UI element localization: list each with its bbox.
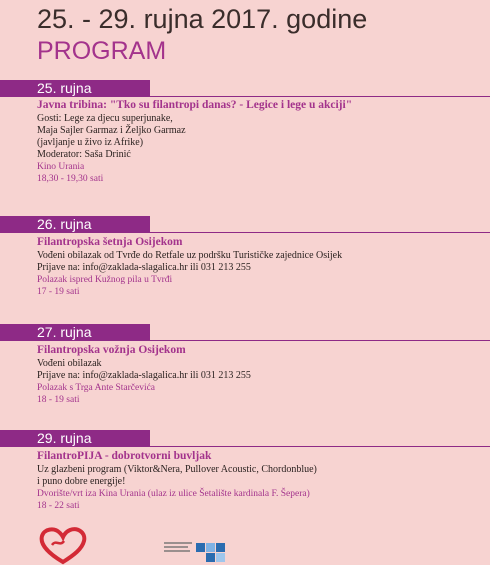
day-band xyxy=(0,324,150,341)
event-line: Uz glazbeni program (Viktor&Nera, Pullover Acoustic, Chordonblue) xyxy=(37,464,317,475)
event-line: (javljanje u živo iz Afrike) xyxy=(37,137,144,148)
event-title: Filantropska vožnja Osijekom xyxy=(37,344,186,356)
day-band xyxy=(0,430,150,447)
event-line: Gosti: Lege za djecu superjunake, xyxy=(37,113,173,124)
event-line: Prijave na: info@zaklada-slagalica.hr ili 031 213 255 xyxy=(37,262,251,273)
event-title: FilantroPIJA - dobrotvorni buvljak xyxy=(37,450,212,462)
day-label: 29. rujna xyxy=(37,430,92,446)
day-label: 25. rujna xyxy=(37,80,92,96)
event-title: Filantropska šetnja Osijekom xyxy=(37,236,183,248)
event-place: Kino Urania xyxy=(37,162,85,172)
program-section xyxy=(37,449,484,512)
program-heading: PROGRAM xyxy=(37,37,167,65)
event-time: 18 - 22 sati xyxy=(37,501,80,511)
program-section xyxy=(37,98,484,185)
event-line: Vođeni obilazak od Tvrđe do Retfale uz podršku Turističke zajednice Osijek xyxy=(37,250,343,261)
program-section xyxy=(37,235,484,298)
event-line: Vođeni obilazak xyxy=(37,358,102,369)
event-place: Dvorište/vrt iza Kina Urania (ulaz iz ulice Šetalište kardinala F. Šepera) xyxy=(37,489,310,499)
section-rule xyxy=(150,232,490,233)
day-label: 26. rujna xyxy=(37,216,92,232)
day-band xyxy=(0,216,150,233)
event-line: Prijave na: info@zaklada-slagalica.hr ili 031 213 255 xyxy=(37,370,251,381)
event-line: i puno dobre energije! xyxy=(37,476,126,487)
event-place: Polazak s Trga Ante Starčevića xyxy=(37,383,156,393)
event-line: Maja Sajler Garmaz i Željko Garmaz xyxy=(37,125,186,136)
section-rule xyxy=(150,340,490,341)
section-rule xyxy=(150,96,490,97)
event-time: 18,30 - 19,30 sati xyxy=(37,174,104,184)
event-title: Javna tribina: "Tko su filantropi danas? - Legice i lege u akciji" xyxy=(37,99,353,111)
event-time: 18 - 19 sati xyxy=(37,395,80,405)
event-time: 17 - 19 sati xyxy=(37,287,80,297)
day-label: 27. rujna xyxy=(37,324,92,340)
partner-logo-icon xyxy=(160,540,235,564)
event-place: Polazak ispred Kužnog pila u Tvrđi xyxy=(37,275,173,285)
section-rule xyxy=(150,446,490,447)
heart-logo-icon xyxy=(38,525,88,565)
program-section xyxy=(37,343,484,406)
event-line: Moderator: Saša Drinić xyxy=(37,149,131,160)
day-band xyxy=(0,80,150,97)
event-dates: 25. - 29. rujna 2017. godine xyxy=(37,4,368,34)
